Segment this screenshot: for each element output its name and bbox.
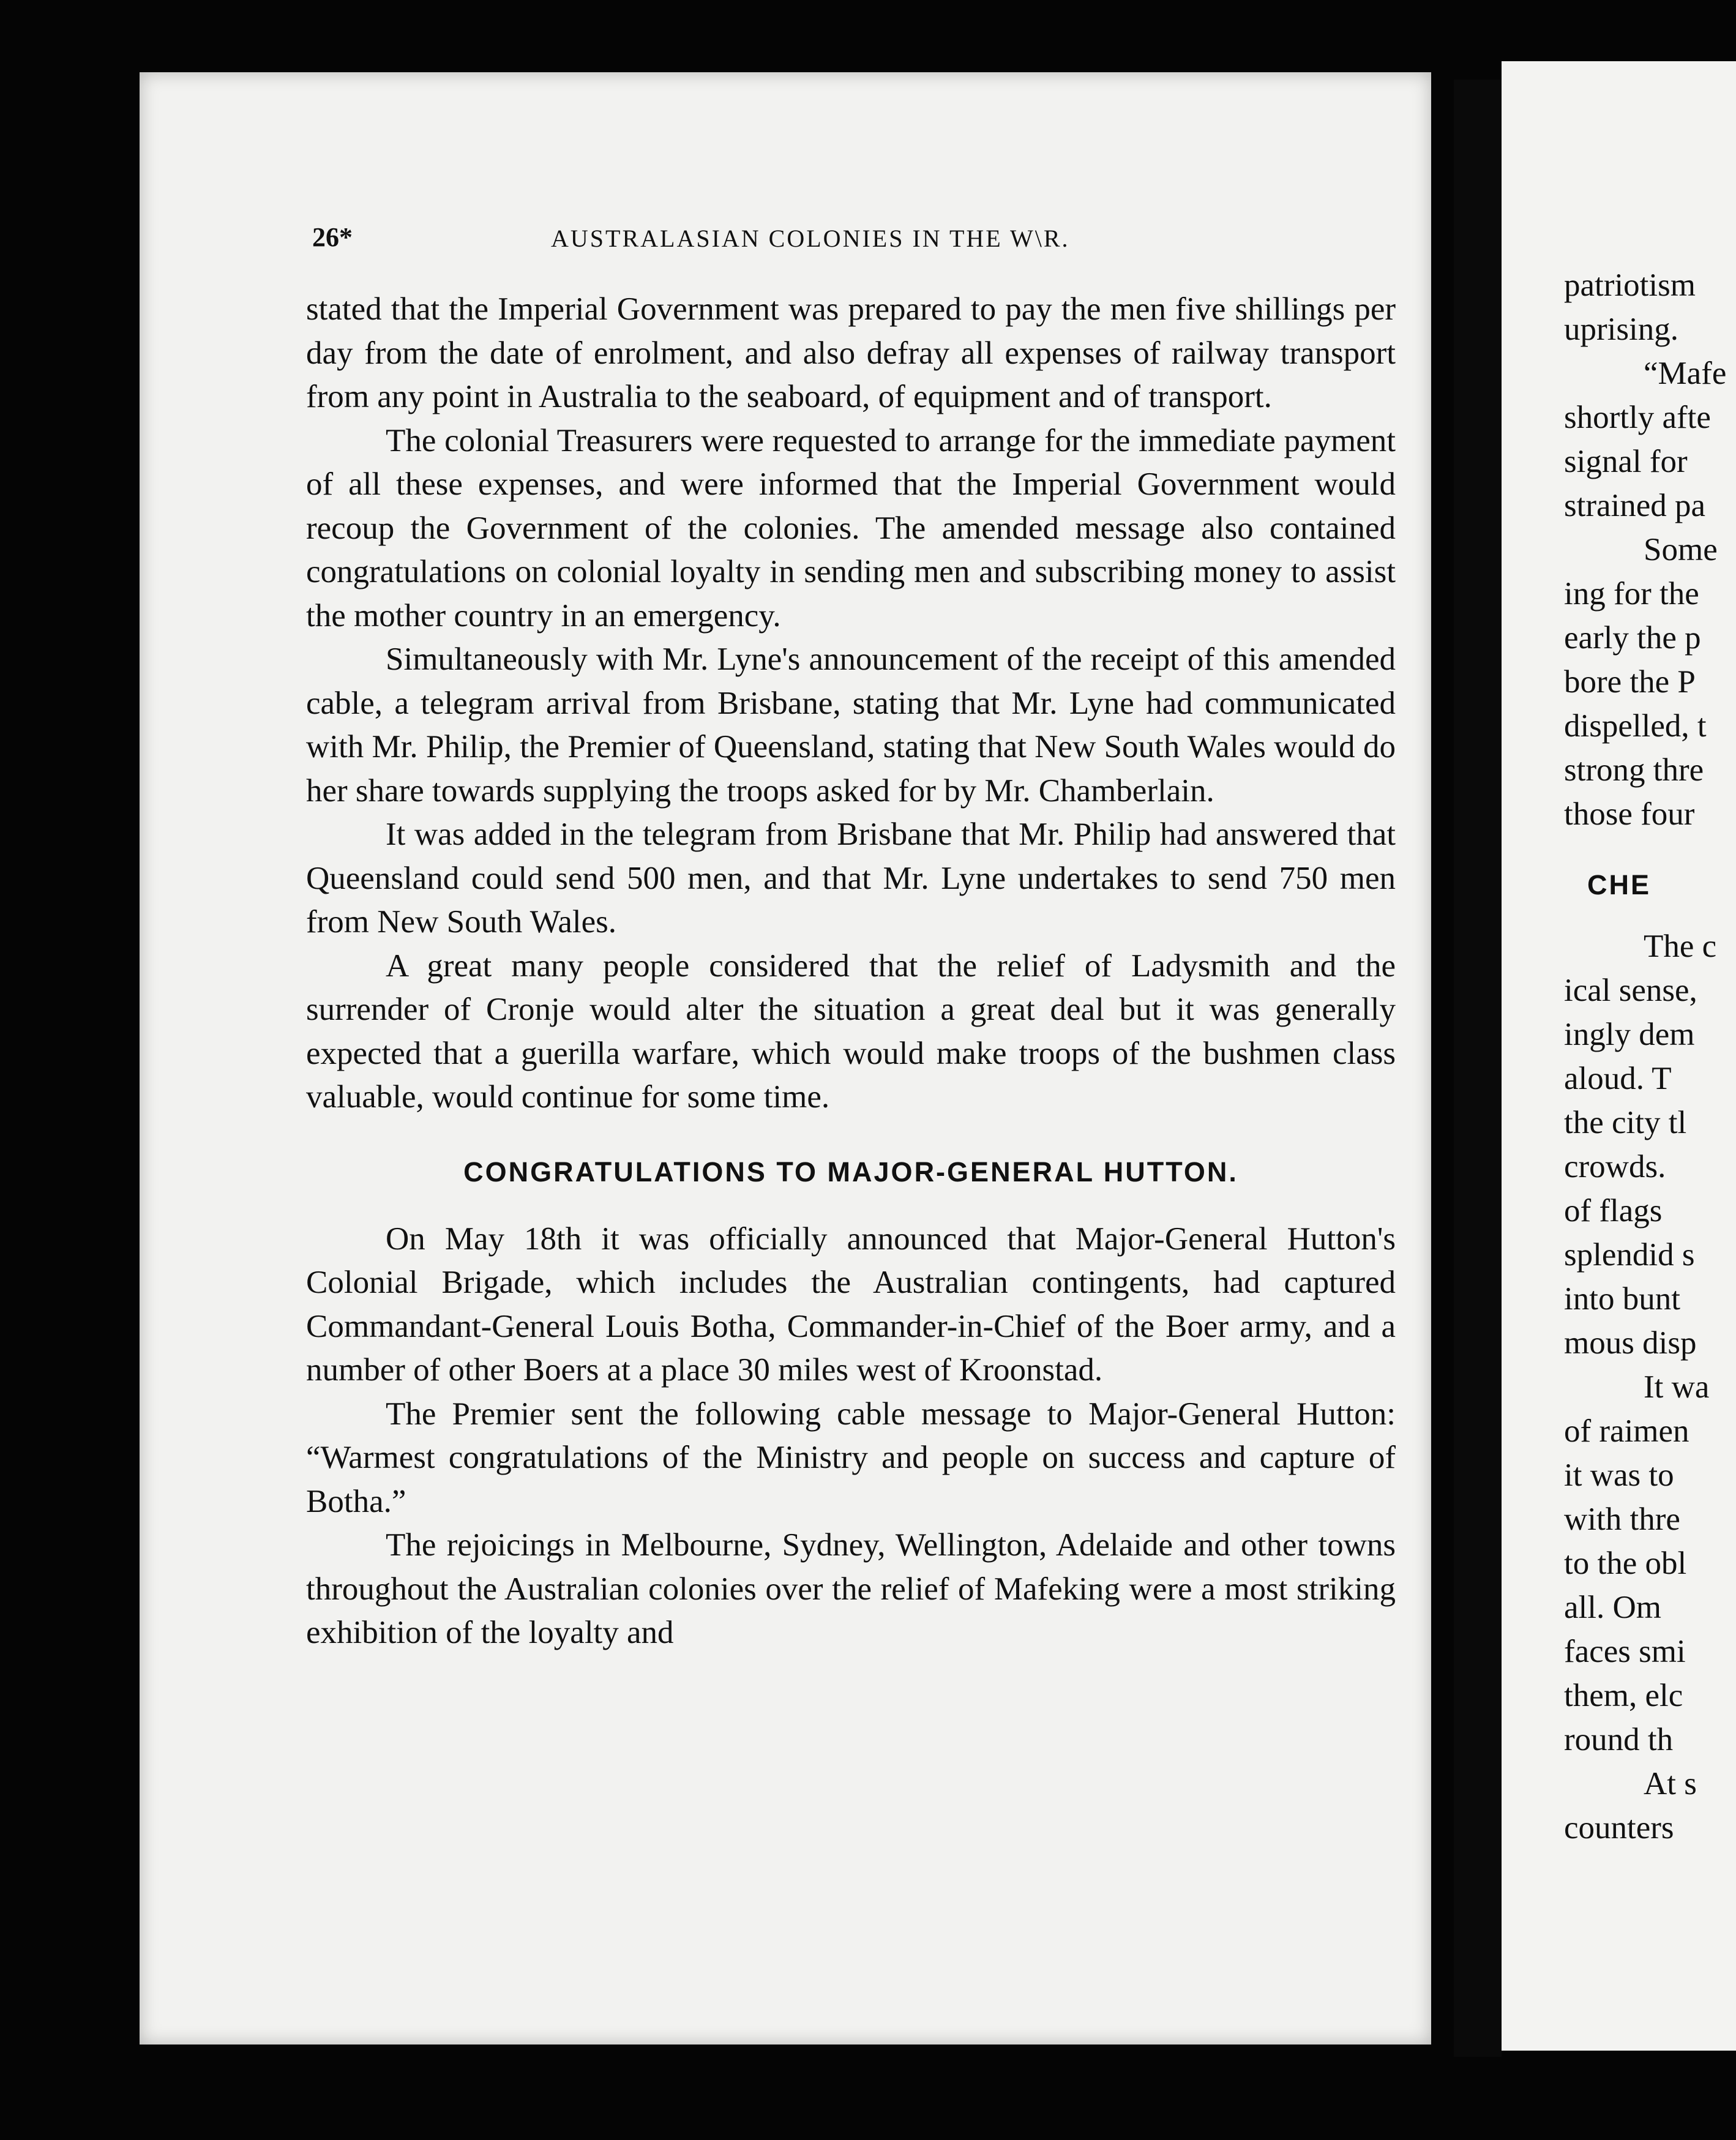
text-fragment: into bunt bbox=[1564, 1281, 1680, 1317]
paragraph: The Premier sent the following cable message to Major-General Hutton: “Warmest congratulations of the Ministry and people on success and capture of Botha.” bbox=[306, 1396, 1396, 1519]
text-fragment: shortly afte bbox=[1564, 400, 1711, 435]
text-fragment: The c bbox=[1644, 929, 1717, 964]
right-page-fragments bbox=[1564, 263, 1736, 1850]
text-fragment: to the obl bbox=[1564, 1546, 1687, 1581]
page-number: 26* bbox=[312, 222, 353, 252]
text-fragment: strained pa bbox=[1564, 488, 1706, 523]
text-fragment: ing for the bbox=[1564, 576, 1699, 612]
text-fragment: It wa bbox=[1644, 1369, 1710, 1405]
text-fragment: aloud. T bbox=[1564, 1061, 1672, 1096]
text-fragment: signal for bbox=[1564, 444, 1688, 479]
left-page-body bbox=[306, 288, 1396, 1655]
text-fragment: patriotism bbox=[1564, 268, 1696, 303]
text-fragment: crowds. bbox=[1564, 1149, 1666, 1184]
text-fragment: faces smi bbox=[1564, 1634, 1686, 1669]
text-fragment: of raimen bbox=[1564, 1413, 1689, 1449]
paragraphs-after-heading bbox=[306, 1218, 1396, 1655]
text-fragment: dispelled, t bbox=[1564, 708, 1707, 744]
text-fragment: of flags bbox=[1564, 1193, 1663, 1229]
right-fragments-after-heading bbox=[1564, 924, 1736, 1850]
text-fragment: those four bbox=[1564, 796, 1695, 832]
text-fragment: strong thre bbox=[1564, 752, 1704, 788]
text-fragment: round th bbox=[1564, 1722, 1674, 1757]
right-section-heading: CHE bbox=[1587, 869, 1652, 900]
running-head: AUSTRALASIAN COLONIES IN THE W\R. bbox=[551, 225, 1070, 252]
paragraph: A great many people considered that the relief of Ladysmith and the surrender of Cronje would alter the situation a great deal but it was generally expected that a guerilla warfare, which would make troops of the bushmen class valuable, would continue for some time. bbox=[306, 948, 1396, 1115]
text-fragment: ical sense, bbox=[1564, 973, 1697, 1008]
text-fragment: early the p bbox=[1564, 620, 1701, 656]
paragraph: Simultaneously with Mr. Lyne's announcement of the receipt of this amended cable, a telegram arrival from Brisbane, stating that Mr. Lyne had communicated with Mr. Philip, the Premier of Queensland, stating that New South Wales would do her share towards supplying the troops asked for by Mr. Chamberlain. bbox=[306, 642, 1396, 809]
paragraph: The rejoicings in Melbourne, Sydney, Wellington, Adelaide and other towns throughout the Australian colonies over the relief of Mafeking were a most striking exhibition of the loyalty and bbox=[306, 1527, 1396, 1650]
paragraph: stated that the Imperial Government was prepared to pay the men five shillings per day from the date of enrolment, and also defray all expenses of railway transport from any point in Australia to the seaboard, of equipment and of transport. bbox=[306, 291, 1396, 414]
text-fragment: bore the P bbox=[1564, 664, 1696, 700]
text-fragment: Some bbox=[1644, 532, 1718, 567]
text-fragment: At s bbox=[1644, 1766, 1697, 1801]
right-fragments-before-heading bbox=[1564, 263, 1736, 836]
page-header bbox=[312, 222, 1445, 258]
section-heading: CONGRATULATIONS TO MAJOR-GENERAL HUTTON. bbox=[463, 1156, 1238, 1188]
text-fragment: mous disp bbox=[1564, 1325, 1697, 1361]
text-fragment: counters bbox=[1564, 1810, 1674, 1846]
text-fragment: splendid s bbox=[1564, 1237, 1695, 1273]
paragraph: The colonial Treasurers were requested to arrange for the immediate payment of all these expenses, and were informed that the Imperial Government would recoup the Government of the colonies. The amended message also contained congratulations on colonial loyalty in sending men and subscribing money to assist the mother country in an emergency. bbox=[306, 422, 1396, 634]
text-fragment: them, elc bbox=[1564, 1678, 1683, 1713]
text-fragment: ingly dem bbox=[1564, 1017, 1695, 1052]
paragraph: It was added in the telegram from Brisbane that Mr. Philip had answered that Queensland could send 500 men, and that Mr. Lyne undertakes to send 750 men from New South Wales. bbox=[306, 817, 1396, 940]
text-fragment: uprising. bbox=[1564, 312, 1678, 347]
text-fragment: the city tl bbox=[1564, 1105, 1687, 1140]
text-fragment: all. Om bbox=[1564, 1590, 1661, 1625]
text-fragment: “Mafe bbox=[1644, 356, 1727, 391]
text-fragment: it was to bbox=[1564, 1457, 1674, 1493]
book-gutter bbox=[1454, 80, 1502, 2057]
paragraphs-before-heading bbox=[306, 288, 1396, 1120]
paragraph: On May 18th it was officially announced that Major-General Hutton's Colonial Brigade, which includes the Australian contingents, had captured Commandant-General Louis Botha, Commander-in-Chief of the Boer army, and a number of other Boers at a place 30 miles west of Kroonstad. bbox=[306, 1221, 1396, 1388]
text-fragment: with thre bbox=[1564, 1502, 1680, 1537]
